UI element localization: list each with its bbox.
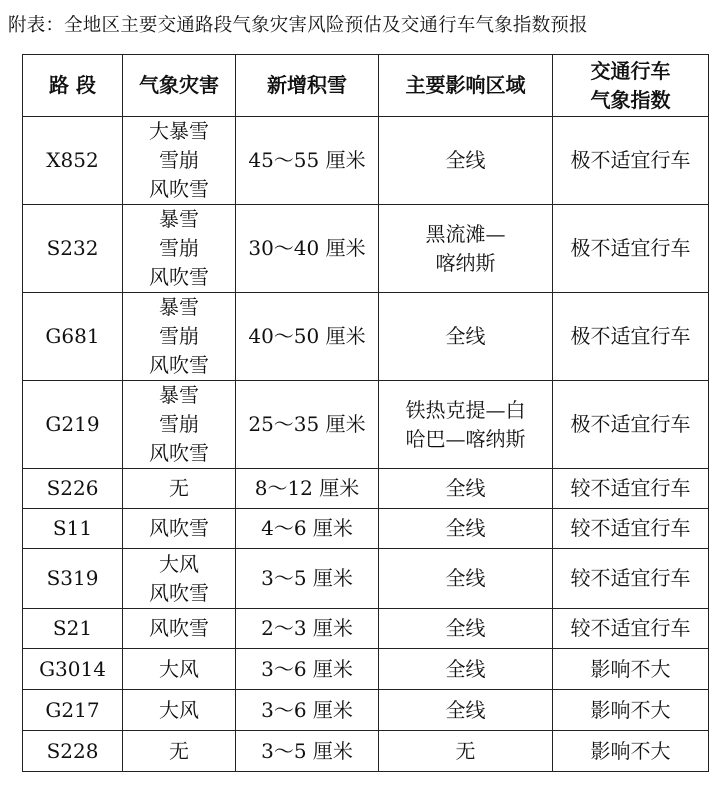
road-cell: S232	[23, 205, 123, 293]
snow-cell: 8～12 厘米	[236, 469, 379, 509]
snow-cell: 3～6 厘米	[236, 649, 379, 690]
index-cell: 影响不大	[553, 690, 709, 731]
header-index-line: 气象指数	[590, 87, 671, 112]
hazard-cell-line: 雪崩	[159, 412, 199, 436]
area-cell	[379, 117, 553, 205]
area-cell-line: 喀纳斯	[435, 250, 496, 275]
index-cell: 较不适宜行车	[553, 509, 709, 549]
index-cell: 极不适宜行车	[553, 293, 709, 381]
table-row	[23, 549, 709, 609]
hazard-cell	[123, 381, 236, 469]
area-cell	[379, 690, 553, 731]
index-cell: 影响不大	[553, 649, 709, 690]
table-caption: 附表：全地区主要交通路段气象灾害风险预估及交通行车气象指数预报	[8, 15, 588, 36]
hazard-cell	[123, 469, 236, 509]
road-cell: S226	[23, 469, 123, 509]
snow-cell: 3～5 厘米	[236, 549, 379, 609]
header-index	[553, 55, 709, 117]
header-road: 路 段	[23, 55, 123, 117]
hazard-cell-line: 风吹雪	[149, 516, 209, 540]
road-cell: G217	[23, 690, 123, 731]
area-cell	[379, 205, 553, 293]
index-cell: 较不适宜行车	[553, 609, 709, 649]
index-cell: 较不适宜行车	[553, 469, 709, 509]
area-cell-line: 全线	[445, 697, 486, 722]
area-cell	[379, 381, 553, 469]
header-index-line: 交通行车	[590, 58, 671, 83]
area-cell	[379, 469, 553, 509]
hazard-cell-line: 无	[169, 476, 189, 500]
header-hazard: 气象灾害	[123, 55, 236, 117]
area-cell-line: 无	[455, 738, 476, 763]
snow-cell: 40～50 厘米	[236, 293, 379, 381]
table-row	[23, 690, 709, 731]
snow-cell: 3～5 厘米	[236, 731, 379, 772]
road-cell: X852	[23, 117, 123, 205]
road-cell: S11	[23, 509, 123, 549]
header-row	[23, 55, 709, 117]
area-cell-line: 全线	[445, 656, 486, 681]
table-row	[23, 381, 709, 469]
road-cell: S21	[23, 609, 123, 649]
area-cell-line: 全线	[445, 476, 486, 500]
hazard-cell-line: 雪崩	[159, 148, 199, 172]
hazard-cell-line: 大暴雪	[149, 119, 209, 143]
forecast-table	[22, 54, 709, 772]
area-cell-line: 全线	[445, 616, 486, 640]
index-cell: 较不适宜行车	[553, 549, 709, 609]
hazard-cell-line: 风吹雪	[149, 265, 209, 289]
hazard-cell-line: 风吹雪	[149, 177, 209, 201]
hazard-cell-line: 雪崩	[159, 236, 199, 260]
hazard-cell	[123, 609, 236, 649]
road-cell: G681	[23, 293, 123, 381]
hazard-cell	[123, 549, 236, 609]
hazard-cell-line: 暴雪	[159, 207, 199, 231]
table-row	[23, 469, 709, 509]
table-row	[23, 731, 709, 772]
hazard-cell	[123, 690, 236, 731]
snow-cell: 4～6 厘米	[236, 509, 379, 549]
area-cell	[379, 731, 553, 772]
road-cell: S228	[23, 731, 123, 772]
hazard-cell-line: 大风	[159, 697, 199, 722]
area-cell	[379, 549, 553, 609]
hazard-cell-line: 无	[169, 738, 189, 763]
hazard-cell	[123, 649, 236, 690]
hazard-cell	[123, 293, 236, 381]
area-cell	[379, 609, 553, 649]
table-row	[23, 649, 709, 690]
area-cell-line: 黑流滩—	[425, 221, 506, 246]
hazard-cell-line: 风吹雪	[149, 441, 209, 465]
area-cell-line: 全线	[445, 148, 486, 172]
index-cell: 影响不大	[553, 731, 709, 772]
table-row	[23, 609, 709, 649]
road-cell: S319	[23, 549, 123, 609]
index-cell: 极不适宜行车	[553, 117, 709, 205]
hazard-cell-line: 大风	[159, 656, 199, 681]
table-row	[23, 293, 709, 381]
table-row	[23, 117, 709, 205]
road-cell: G3014	[23, 649, 123, 690]
snow-cell: 30～40 厘米	[236, 205, 379, 293]
hazard-cell-line: 风吹雪	[149, 353, 209, 377]
table-body	[23, 117, 709, 772]
snow-cell: 2～3 厘米	[236, 609, 379, 649]
table-row	[23, 205, 709, 293]
hazard-cell-line: 暴雪	[159, 383, 199, 407]
hazard-cell	[123, 117, 236, 205]
area-cell-line: 铁热克提—白	[405, 397, 526, 422]
hazard-cell	[123, 509, 236, 549]
table-row	[23, 509, 709, 549]
area-cell-line: 哈巴—喀纳斯	[405, 426, 526, 451]
snow-cell: 45～55 厘米	[236, 117, 379, 205]
hazard-cell-line: 雪崩	[159, 324, 199, 348]
header-area: 主要影响区域	[379, 55, 553, 117]
hazard-cell-line: 大风	[159, 551, 199, 576]
hazard-cell	[123, 731, 236, 772]
hazard-cell-line: 暴雪	[159, 295, 199, 319]
hazard-cell	[123, 205, 236, 293]
snow-cell: 25～35 厘米	[236, 381, 379, 469]
area-cell	[379, 509, 553, 549]
hazard-cell-line: 风吹雪	[149, 580, 209, 605]
area-cell	[379, 649, 553, 690]
area-cell	[379, 293, 553, 381]
road-cell: G219	[23, 381, 123, 469]
area-cell-line: 全线	[445, 324, 486, 348]
index-cell: 极不适宜行车	[553, 381, 709, 469]
area-cell-line: 全线	[445, 566, 486, 590]
index-cell: 极不适宜行车	[553, 205, 709, 293]
hazard-cell-line: 风吹雪	[149, 616, 209, 640]
area-cell-line: 全线	[445, 516, 486, 540]
header-snow: 新增积雪	[236, 55, 379, 117]
snow-cell: 3～6 厘米	[236, 690, 379, 731]
